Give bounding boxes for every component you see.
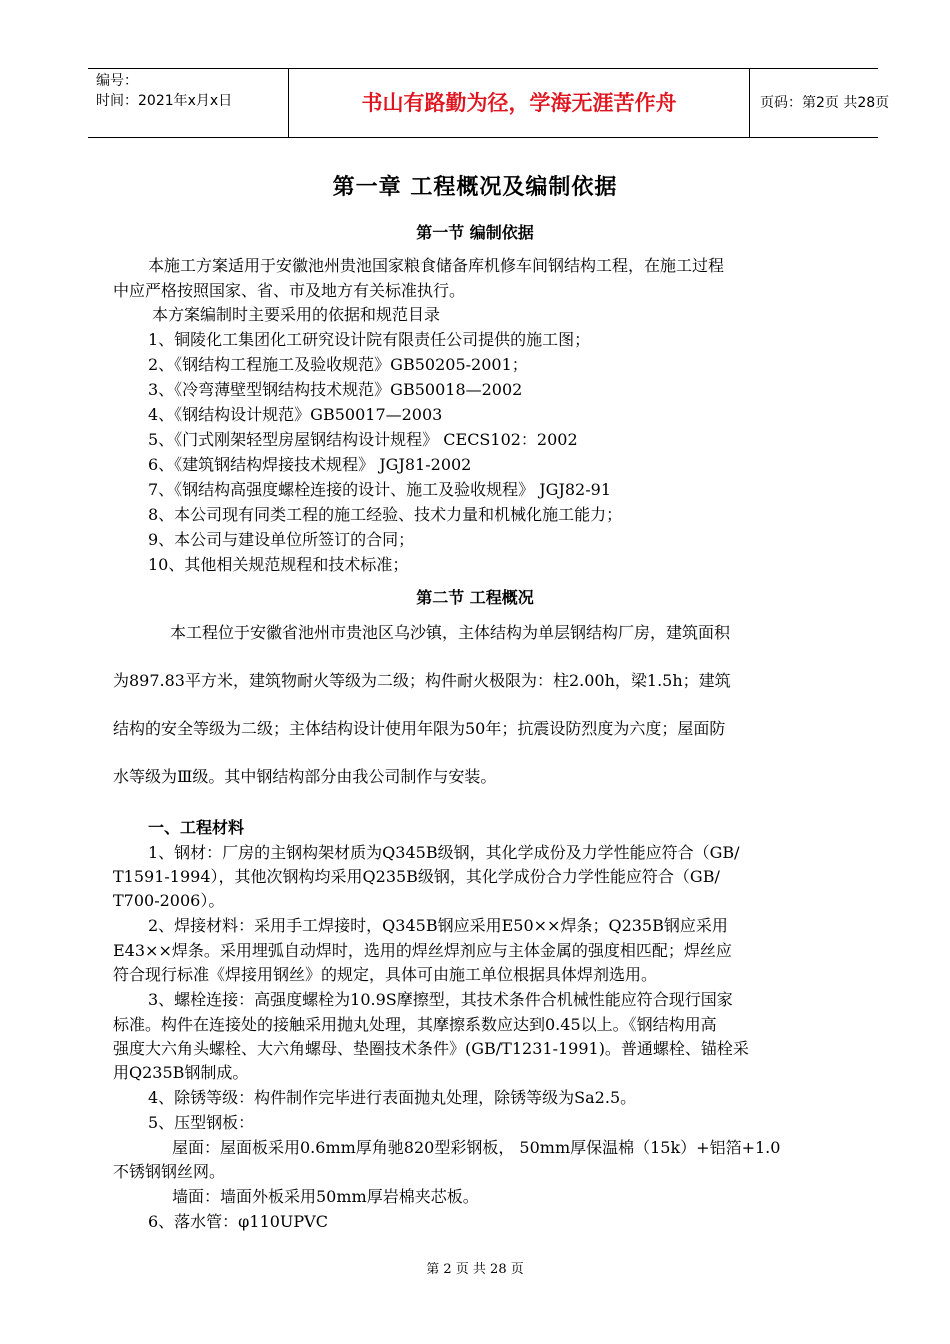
text-line: 不锈钢钢丝网。	[113, 1162, 226, 1181]
text-line: 3、螺栓连接：高强度螺栓为10.9S摩擦型，其技术条件合机械性能应符合现行国家	[148, 990, 733, 1009]
section1-title: 第一节 编制依据	[416, 223, 534, 242]
text-line: T1591-1994），其他次钢构均采用Q235B级钢，其化学成份合力学性能应符合（GB/	[113, 867, 720, 886]
text-line: 为897.83平方米，建筑物耐火等级为二级；构件耐火极限为：柱2.00h，梁1.5h；建筑	[113, 671, 731, 690]
text-line: T700-2006）。	[113, 891, 225, 910]
list-item: 6、《建筑钢结构焊接技术规程》 JGJ81-2002	[148, 455, 472, 474]
text-line: 标准。构件在连接处的接触采用抛丸处理，其摩擦系数应达到0.45以上。《钢结构用高	[113, 1015, 717, 1034]
time-label: 时间：2021年x月x日	[96, 93, 233, 109]
page-info: 页码：第2页 共28页	[760, 95, 890, 111]
chapter-title: 第一章 工程概况及编制依据	[332, 175, 618, 200]
text-line: E43××焊条。采用埋弧自动焊时，选用的焊丝焊剂应与主体金属的强度相匹配；焊丝应	[113, 941, 732, 960]
number-label: 编号：	[96, 73, 138, 89]
text-line: 强度大六角头螺栓、大六角螺母、垫圈技术条件》(GB/T1231-1991)。普通螺栓、锚栓采	[113, 1039, 749, 1058]
header-motto-cell	[288, 69, 750, 137]
text-line: 符合现行标准《焊接用钢丝》的规定，具体可由施工单位根据具体焊剂选用。	[113, 965, 658, 984]
text-line: 墙面：墙面外板采用50mm厚岩棉夹芯板。	[172, 1187, 479, 1206]
list-item: 8、本公司现有同类工程的施工经验、技术力量和机械化施工能力；	[148, 505, 623, 524]
list-item: 5、《门式刚架轻型房屋钢结构设计规程》 CECS102：2002	[148, 430, 578, 449]
list-item: 4、《钢结构设计规范》GB50017—2003	[148, 405, 443, 424]
materials-heading: 一、工程材料	[148, 818, 245, 837]
text-line: 结构的安全等级为二级；主体结构设计使用年限为50年；抗震设防烈度为六度；屋面防	[113, 719, 726, 738]
list-item: 10、其他相关规范规程和技术标准；	[148, 555, 409, 574]
text-line: 用Q235B钢制成。	[113, 1063, 249, 1082]
text-line: 本工程位于安徽省池州市贵池区乌沙镇，主体结构为单层钢结构厂房，建筑面积	[170, 623, 731, 642]
list-item: 3、《冷弯薄壁型钢结构技术规范》GB50018—2002	[148, 380, 523, 399]
text-line: 5、压型钢板：	[148, 1113, 255, 1132]
list-item: 2、《钢结构工程施工及验收规范》GB50205-2001；	[148, 355, 528, 374]
header-table	[88, 68, 890, 138]
text-line: 2、焊接材料：采用手工焊接时，Q345B钢应采用E50××焊条；Q235B钢应采用	[148, 916, 728, 935]
list-item: 9、本公司与建设单位所签订的合同；	[148, 530, 415, 549]
text-line: 中应严格按照国家、省、市及地方有关标准执行。	[113, 281, 466, 300]
text-line: 屋面：屋面板采用0.6mm厚角驰820型彩钢板， 50mm厚保温棉（15k）+铝箔+1.0	[172, 1138, 781, 1157]
page-footer: 第 2 页 共 28 页	[426, 1262, 524, 1277]
text-line: 6、落水管：φ110UPVC	[148, 1212, 328, 1231]
motto: 书山有路勤为径，学海无涯苦作舟	[361, 91, 677, 115]
text-line: 本施工方案适用于安徽池州贵池国家粮食储备库机修车间钢结构工程，在施工过程	[148, 256, 725, 275]
text-line: 水等级为Ⅲ级。其中钢结构部分由我公司制作与安装。	[113, 767, 497, 786]
header-meta	[88, 69, 288, 137]
text-line: 1、钢材：厂房的主钢构架材质为Q345B级钢，其化学成份及力学性能应符合（GB/	[148, 843, 740, 862]
text-line: 本方案编制时主要采用的依据和规范目录	[152, 305, 441, 324]
list-item: 7、《钢结构高强度螺栓连接的设计、施工及验收规程》 JGJ82-91	[148, 480, 612, 499]
section2-title: 第二节 工程概况	[416, 588, 534, 607]
list-item: 1、铜陵化工集团化工研究设计院有限责任公司提供的施工图；	[148, 330, 591, 349]
text-line: 4、除锈等级：构件制作完毕进行表面抛丸处理，除锈等级为Sa2.5。	[148, 1088, 637, 1107]
